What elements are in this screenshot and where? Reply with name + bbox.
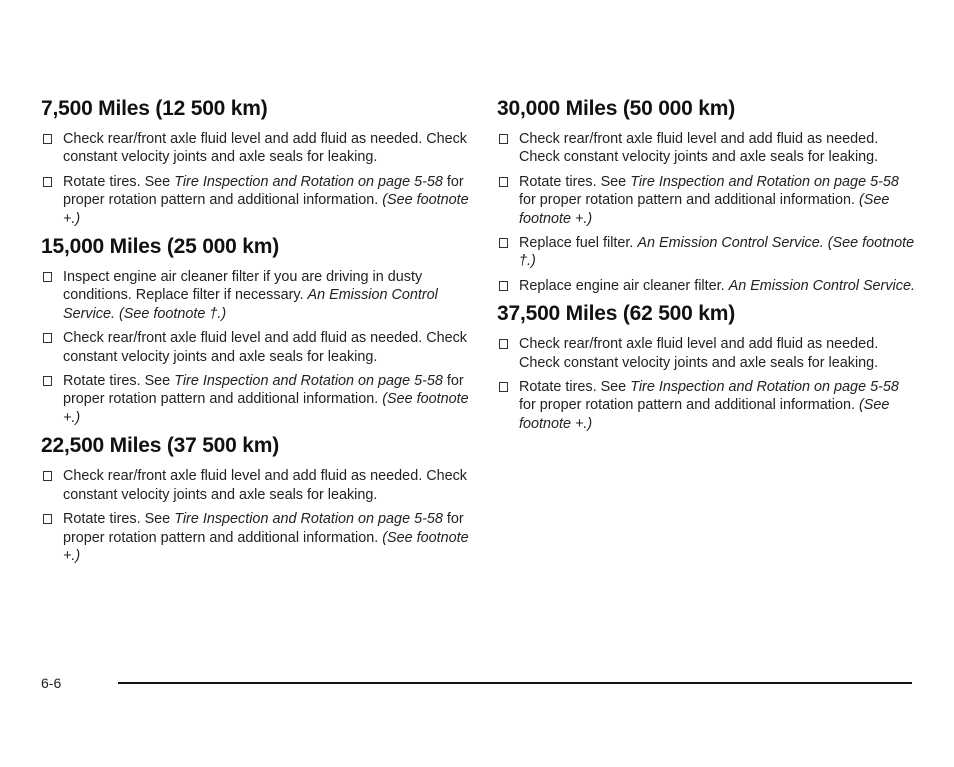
reference-text: (See footnote +.) [63, 192, 469, 227]
checkbox-icon [499, 281, 508, 291]
maintenance-section [497, 301, 917, 433]
checkbox-icon [43, 376, 52, 386]
checklist-item [497, 277, 917, 295]
item-text: Replace fuel filter. [519, 235, 638, 252]
item-text: Inspect engine air cleaner filter if you are driving in dusty conditions. Replace filter if necessary. [63, 269, 423, 304]
checkbox-icon [499, 177, 508, 187]
reference-text: An Emission Control Service. [728, 277, 915, 294]
checklist-item [41, 268, 471, 323]
checklist-item [41, 130, 471, 167]
section-heading: 22,500 Miles (37 500 km) [41, 434, 280, 458]
item-text: for proper rotation pattern and additional information. [63, 173, 464, 209]
maintenance-section [41, 234, 471, 427]
maintenance-section [41, 433, 471, 565]
reference-text: Tire Inspection and Rotation on page 5-58 [630, 379, 899, 396]
item-text: Check rear/front axle fluid level and add fluid as needed. Check constant velocity joints and axle seals for leaking. [63, 330, 467, 365]
reference-text: An Emission Control Service. (See footnote †.) [63, 287, 438, 322]
maintenance-section [41, 96, 471, 228]
checkbox-icon [43, 514, 52, 524]
reference-text: Tire Inspection and Rotation on page 5-58 [174, 373, 443, 390]
checklist-item [497, 130, 917, 167]
item-text: for proper rotation pattern and additional information. [519, 397, 859, 414]
footer-rule [118, 682, 912, 684]
checklist-item [41, 329, 471, 366]
item-text: Rotate tires. See [63, 511, 175, 528]
checkbox-icon [499, 238, 508, 248]
section-heading: 7,500 Miles (12 500 km) [41, 97, 268, 120]
item-text: Check rear/front axle fluid level and add fluid as needed. Check constant velocity joints and axle seals for leaking. [63, 131, 467, 166]
checkbox-icon [43, 272, 52, 282]
item-text: for proper rotation pattern and additional information. [63, 511, 464, 546]
item-text: Replace engine air cleaner filter. [519, 277, 729, 294]
checklist-item [41, 173, 471, 228]
checkbox-icon [43, 177, 52, 187]
checklist-item [497, 173, 917, 228]
reference-text: An Emission Control Service. (See footnote †.) [519, 235, 915, 270]
item-text: Rotate tires. See [63, 173, 175, 190]
item-text: Check rear/front axle fluid level and add fluid as needed. Check constant velocity joints and axle seals for leaking. [63, 468, 467, 503]
reference-text: Tire Inspection and Rotation on page 5-58 [174, 173, 443, 190]
item-text: Rotate tires. See [519, 173, 631, 190]
page-number: 6-6 [41, 675, 62, 691]
left-column [41, 96, 471, 571]
reference-text: Tire Inspection and Rotation on page 5-58 [174, 511, 443, 528]
checkbox-icon [499, 134, 508, 144]
checklist-item [41, 372, 471, 427]
checklist-item [41, 467, 471, 504]
item-text: for proper rotation pattern and additional information. [519, 192, 859, 209]
checklist-item [41, 510, 471, 565]
checklist-item [497, 234, 917, 271]
reference-text: Tire Inspection and Rotation on page 5-58 [630, 173, 899, 190]
item-text: Rotate tires. See [519, 379, 631, 396]
reference-text: (See footnote +.) [519, 192, 890, 227]
checklist-item [497, 378, 917, 433]
item-text: Check rear/front axle fluid level and add fluid as needed. Check constant velocity joints and axle seals for leaking. [519, 131, 879, 166]
checklist-item [497, 335, 917, 372]
checkbox-icon [499, 382, 508, 392]
right-column [497, 96, 917, 439]
checkbox-icon [499, 339, 508, 349]
section-heading: 30,000 Miles (50 000 km) [497, 97, 736, 120]
reference-text: (See footnote +.) [63, 529, 469, 564]
checkbox-icon [43, 333, 52, 343]
checkbox-icon [43, 134, 52, 144]
item-text: Check rear/front axle fluid level and add fluid as needed. Check constant velocity joints and axle seals for leaking. [519, 336, 879, 371]
item-text: Rotate tires. See [63, 373, 175, 390]
section-heading: 15,000 Miles (25 000 km) [41, 235, 280, 259]
reference-text: (See footnote +.) [519, 397, 890, 432]
maintenance-section [497, 96, 917, 295]
reference-text: (See footnote +.) [63, 391, 469, 426]
checkbox-icon [43, 471, 52, 481]
section-heading: 37,500 Miles (62 500 km) [497, 302, 736, 326]
item-text: for proper rotation pattern and additional information. [63, 373, 464, 408]
